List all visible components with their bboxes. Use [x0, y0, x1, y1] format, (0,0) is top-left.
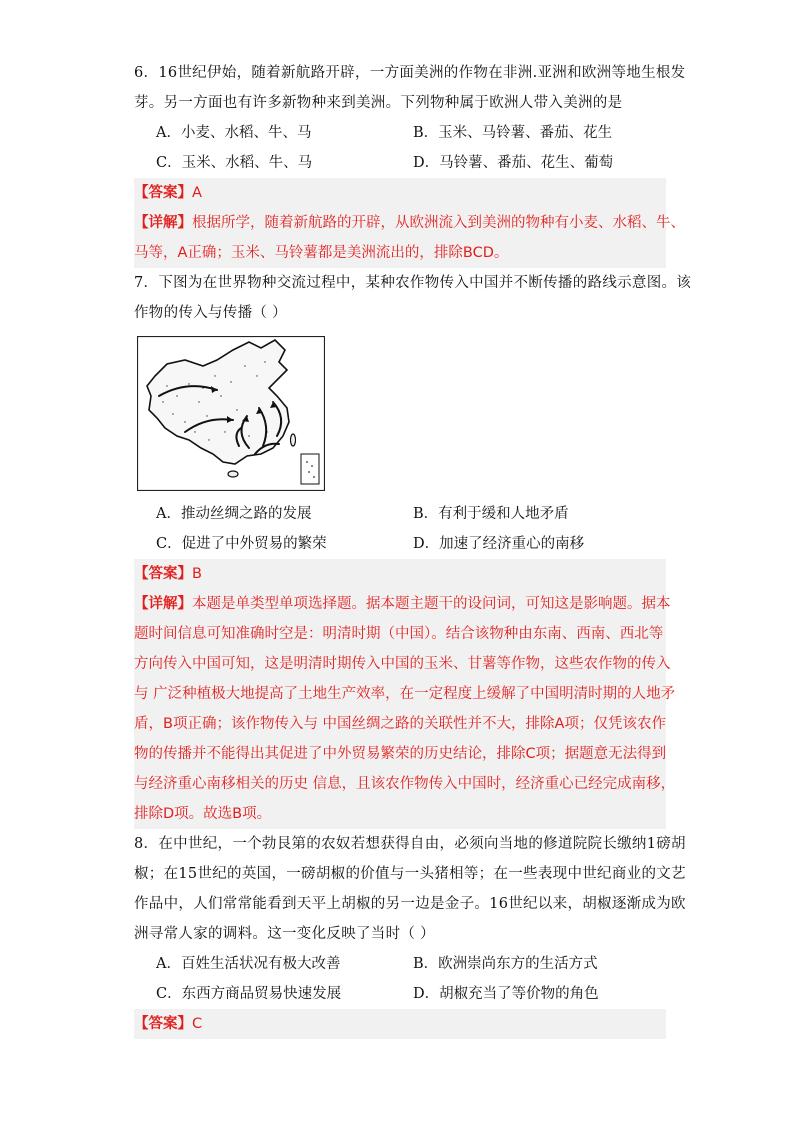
q7-detail-line-3: 方向传入中国可知，这是明清时期传入中国的玉米、甘薯等作物，这些农作物的传入: [134, 656, 671, 672]
q8-answer-tag: 【答案】: [134, 1016, 192, 1032]
q8-stem-line-1: 8．在中世纪，一个勃艮第的农奴若想获得自由，必须向当地的修道院院长缴纳1磅胡: [134, 836, 686, 852]
q7-detail-line-1: 本题是单类型单项选择题。据本题主题干的设问词，可知这是影响题。据本: [192, 596, 671, 612]
q8-option-c[interactable]: C．东西方商品贸易快速发展: [156, 986, 342, 1002]
q7-detail-line-2: 题时间信息可知准确时空是：明清时期（中国）。结合该物种由东南、西南、西北等: [134, 626, 664, 642]
q7-detail-line-7: 与经济重心南移相关的历史 信息，且该农作物传入中国时，经济重心已经完成南移，: [134, 776, 676, 792]
q7-answer-value: B: [192, 566, 202, 582]
q6-option-c[interactable]: C．玉米、水稻、牛、马: [156, 155, 313, 171]
china-crop-route-map: [137, 336, 325, 491]
q8-option-b[interactable]: B．欧洲崇尚东方的生活方式: [413, 956, 598, 972]
q6-option-a[interactable]: A．小麦、水稻、牛、马: [156, 125, 312, 141]
q7-stem-line-1: 7．下图为在世界物种交流过程中，某种农作物传入中国并不断传播的路线示意图。该: [134, 275, 692, 291]
q7-answer: [134, 559, 666, 589]
q8-option-a[interactable]: A．百姓生活状况有极大改善: [156, 956, 341, 972]
q6-stem-line-1: 6．16世纪伊始，随着新航路开辟，一方面美洲的作物在非洲.亚洲和欧洲等地生根发: [134, 65, 686, 81]
q6-options-row-2: [134, 148, 666, 178]
q6-answer-value: A: [192, 185, 202, 201]
q7-stem-line-2: 作物的传入与传播（ ）: [134, 305, 287, 321]
china-map-figure: [137, 336, 325, 491]
q7-detail: [134, 589, 676, 829]
q6-detail-line-2: 马等，A正确；玉米、马铃薯都是美洲流出的，排除BCD。: [134, 245, 509, 261]
exam-page: [134, 58, 692, 1039]
q6-answer-tag: 【答案】: [134, 185, 192, 201]
q8-answer-value: C: [192, 1016, 203, 1032]
q8-stem-line-2: 椒；在15世纪的英国，一磅胡椒的价值与一头猪相等；在一些表现中世纪商业的文艺: [134, 866, 686, 882]
q7-options-row-1: [134, 499, 666, 529]
q7-detail-line-8: 排除D项。故选B项。: [134, 806, 272, 822]
q6-detail-line-1: 根据所学，随着新航路的开辟，从欧洲流入到美洲的物种有小麦、水稻、牛、: [192, 215, 685, 231]
q7-option-b[interactable]: B．有利于缓和人地矛盾: [413, 506, 569, 522]
q6-answer: [134, 178, 666, 208]
q7-detail-line-6: 物的传播并不能得出其促进了中外贸易繁荣的历史结论，排除C项；据题意无法得到: [134, 746, 667, 762]
q6-detail-tag: 【详解】: [134, 215, 192, 231]
q8-option-d[interactable]: D．胡椒充当了等价物的角色: [413, 986, 599, 1002]
q8-stem-line-4: 洲寻常人家的调料。这一变化反映了当时（ ）: [134, 926, 435, 942]
question-7: [134, 268, 692, 829]
q7-detail-line-5: 盾，B项正确；该作物传入与 中国丝绸之路的关联性并不大，排除A项；仅凭该农作: [134, 716, 666, 732]
question-6: [134, 58, 686, 268]
question-8: [134, 829, 686, 1039]
q7-options-row-2: [134, 529, 666, 559]
q8-answer: [134, 1009, 666, 1039]
q7-detail-tag: 【详解】: [134, 596, 192, 612]
q6-option-d[interactable]: D．马铃薯、番茄、花生、葡萄: [413, 155, 614, 171]
q7-detail-line-4: 与 广泛种植极大地提高了土地生产效率，在一定程度上缓解了中国明清时期的人地矛: [134, 686, 676, 702]
q6-stem-line-2: 芽。另一方面也有许多新物种来到美洲。下列物种属于欧洲人带入美洲的是: [134, 95, 623, 111]
q7-answer-tag: 【答案】: [134, 566, 192, 582]
q7-option-c[interactable]: C．促进了中外贸易的繁荣: [156, 536, 327, 552]
q6-option-b[interactable]: B．玉米、马铃薯、番茄、花生: [413, 125, 613, 141]
q8-options-row-2: [134, 979, 666, 1009]
q8-stem-line-3: 作品中，人们常常能看到天平上胡椒的另一边是金子。16世纪以来，胡椒逐渐成为欧: [134, 896, 686, 912]
q6-detail: [134, 208, 685, 268]
q6-options-row-1: [134, 118, 666, 148]
q8-options-row-1: [134, 949, 666, 979]
q7-option-d[interactable]: D．加速了经济重心的南移: [413, 536, 585, 552]
q7-option-a[interactable]: A．推动丝绸之路的发展: [156, 506, 312, 522]
